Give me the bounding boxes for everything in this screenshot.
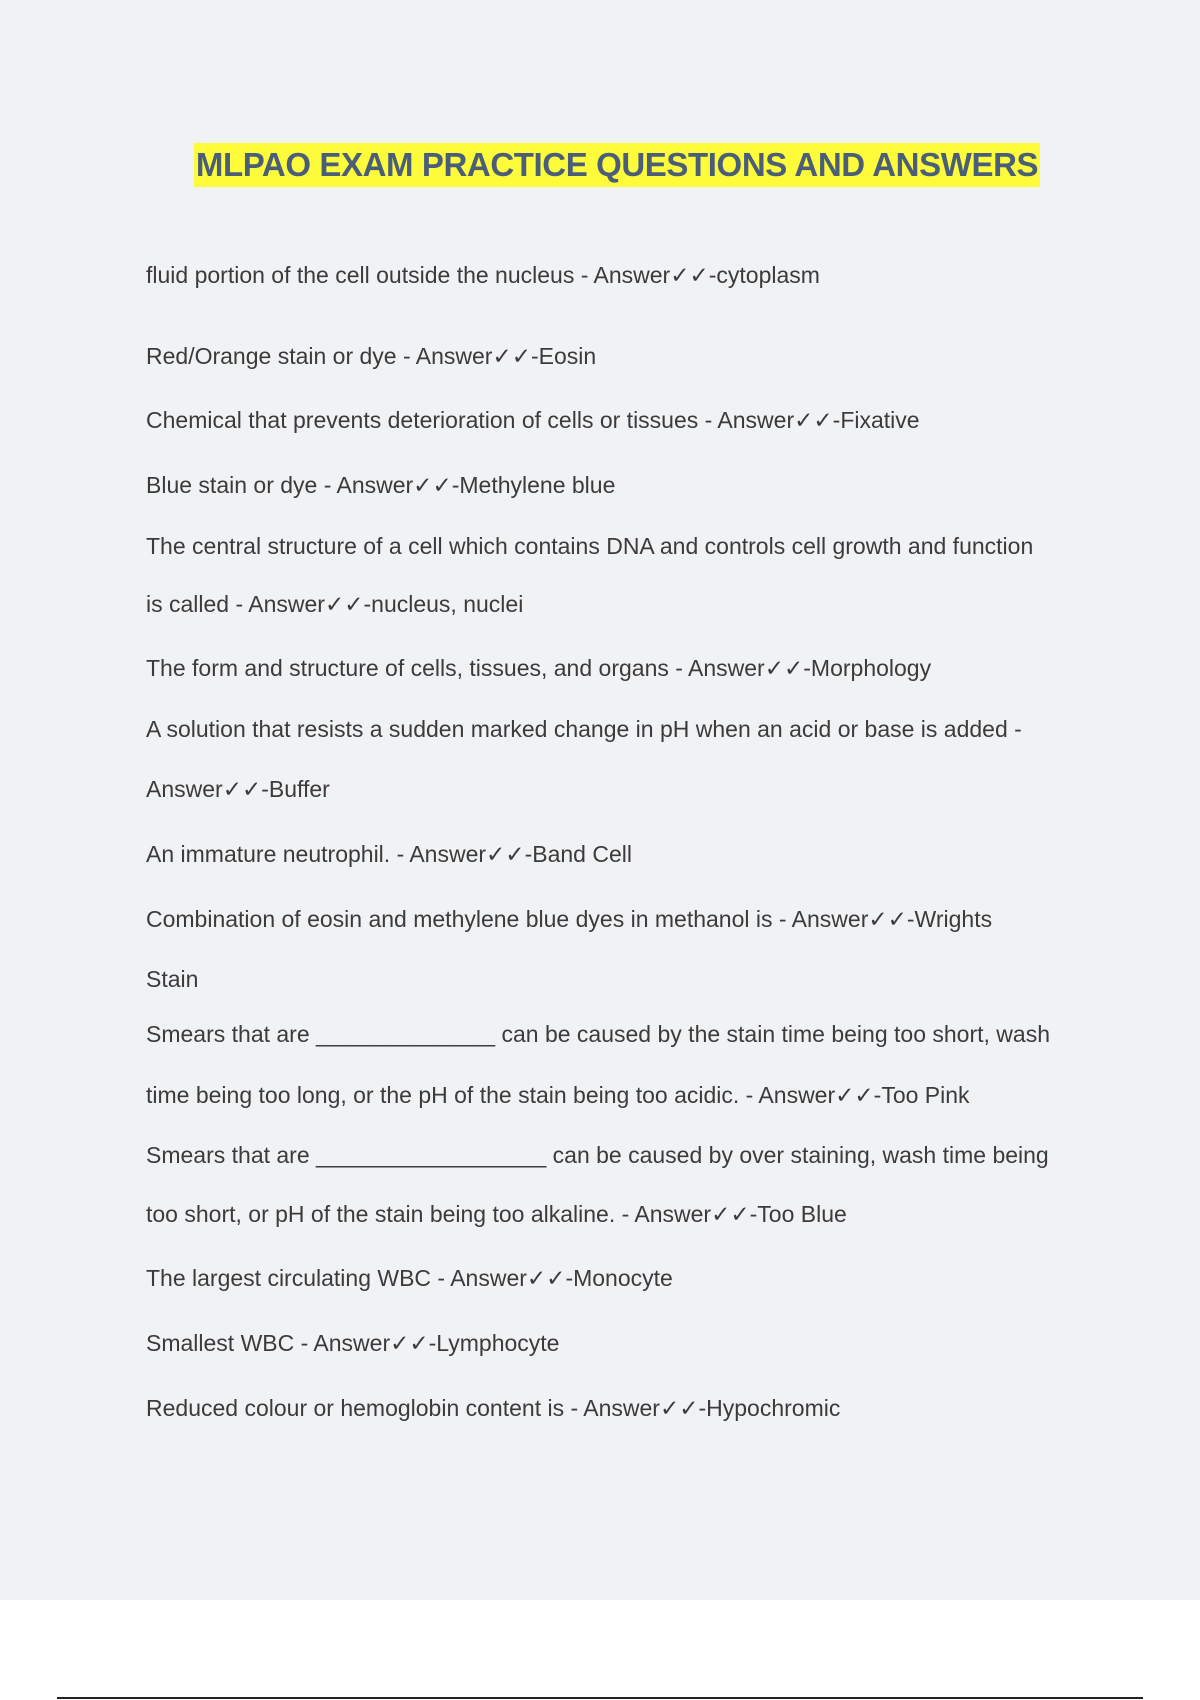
document-title: MLPAO EXAM PRACTICE QUESTIONS AND ANSWERS xyxy=(194,143,1040,187)
qa-line: The form and structure of cells, tissues, and organs - Answer✓✓-Morphology xyxy=(146,655,932,681)
qa-line: fluid portion of the cell outside the nucleus - Answer✓✓-cytoplasm xyxy=(146,262,820,288)
qa-line: Reduced colour or hemoglobin content is - Answer✓✓-Hypochromic xyxy=(146,1395,841,1421)
footer-rule xyxy=(57,1697,1143,1699)
qa-line: The central structure of a cell which contains DNA and controls cell growth and function xyxy=(146,533,1034,559)
qa-line: is called - Answer✓✓-nucleus, nuclei xyxy=(146,591,524,617)
qa-line: Combination of eosin and methylene blue dyes in methanol is - Answer✓✓-Wrights xyxy=(146,906,993,932)
qa-line: Answer✓✓-Buffer xyxy=(146,776,330,802)
qa-line: Stain xyxy=(146,966,199,992)
qa-line: Red/Orange stain or dye - Answer✓✓-Eosin xyxy=(146,343,597,369)
qa-line: An immature neutrophil. - Answer✓✓-Band Cell xyxy=(146,841,632,867)
qa-line: A solution that resists a sudden marked change in pH when an acid or base is added - xyxy=(146,716,1022,742)
title-container xyxy=(0,143,1200,187)
qa-line: Smears that are ______________ can be caused by the stain time being too short, wash xyxy=(146,1021,1050,1047)
qa-line: too short, or pH of the stain being too alkaline. - Answer✓✓-Too Blue xyxy=(146,1201,847,1227)
qa-line: Smallest WBC - Answer✓✓-Lymphocyte xyxy=(146,1330,560,1356)
qa-line: Chemical that prevents deterioration of cells or tissues - Answer✓✓-Fixative xyxy=(146,407,920,433)
qa-line: The largest circulating WBC - Answer✓✓-Monocyte xyxy=(146,1265,673,1291)
qa-line: time being too long, or the pH of the stain being too acidic. - Answer✓✓-Too Pink xyxy=(146,1082,970,1108)
qa-line: Blue stain or dye - Answer✓✓-Methylene blue xyxy=(146,472,616,498)
qa-line: Smears that are __________________ can be caused by over staining, wash time being xyxy=(146,1142,1049,1168)
